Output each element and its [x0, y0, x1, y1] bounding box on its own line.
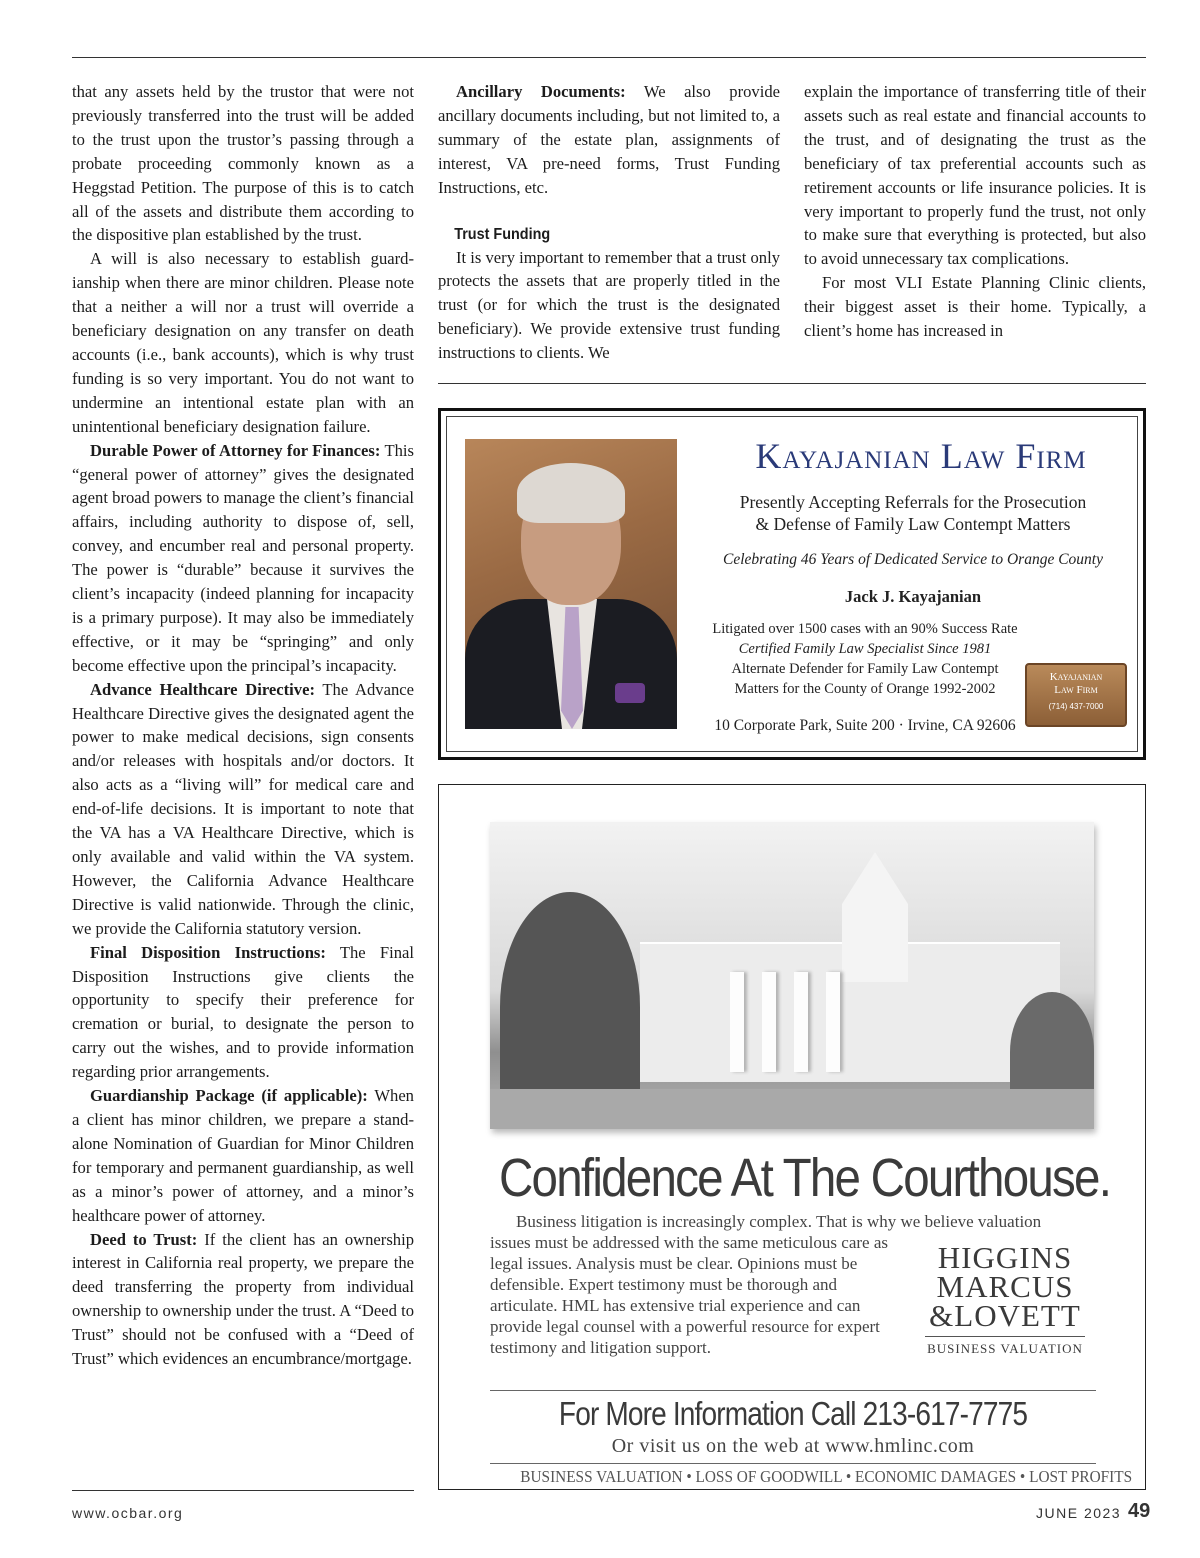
top-rule	[72, 57, 1146, 58]
paragraph-text: The Advance Healthcare Directive gives the designated agent the power to make medical decisions, sign consents and/or releases with hospitals and/or doctors. It also acts as a “living will” for medical care and end-of-life decisions. It is important to note that the VA has a VA Healthcare Directive, which is only available and valid within the VA system. However, the California Advance Healthcare Directive is valid nationwide. Through the clinic, we provide the California statutory version.	[72, 679, 414, 938]
section-heading: Trust Funding	[454, 225, 551, 243]
ad-headline: Confidence At The Courthouse.	[499, 1148, 1111, 1208]
paragraph-text: If the client has an ownership interest in California real property, we prepare the deed transferring the property from individual ownership to ownership under the trust. A “Deed to Trust” should not be confused with a “Deed of Trust” which evidences an encumbrance/mortgage.	[72, 1229, 414, 1369]
attorney-name: Jack J. Kayajanian	[844, 587, 982, 606]
run-in-heading: Guardianship Package (if applicable):	[90, 1086, 368, 1106]
courthouse-photo	[490, 822, 1094, 1129]
paragraph-text: The Final Disposition Instructions give clients the opportunity to specify their preference for cremation or burial, to designate the person to carry out the wishes, and to provide information regarding prior arrangements.	[72, 942, 414, 1082]
column-2	[438, 80, 780, 365]
column-3	[804, 80, 1146, 343]
paragraph: It is very important to remember that a trust only protects the assets that are properly titled in the trust (or for which the trust is the designated beneficiary). We provide extensive trust funding instructions to clients. We	[438, 247, 780, 363]
column-rule	[438, 383, 1146, 384]
ad-services: BUSINESS VALUATION • LOSS OF GOODWILL • ECONOMIC DAMAGES • LOST PROFITS	[520, 1467, 1133, 1486]
logo-line: MARCUS	[936, 1269, 1074, 1304]
page-number: 49	[1128, 1500, 1151, 1522]
paragraph: A will is also necessary to establish guardianship when there are minor children. Please note that a neither a will nor a trust will override a beneficiary designation on any transfer on death accounts (i.e., bank accounts), which is why trust funding is so very important. You do not want to undermine an intentional estate plan with an unintentional beneficiary designation failure.	[72, 249, 414, 436]
ad-line: Presently Accepting Referrals for the Prosecution	[739, 492, 1087, 512]
ad-body-text: issues must be addressed with the same meticulous care as legal issues. Analysis must be clear. Opinions must be defensible. Expert testimony must be thorough and articulate. HML has extensive trial experience and can provide legal counsel with a powerful resource for expert testimony and litigation support.	[490, 1233, 888, 1357]
ad-body-line: Business litigation is increasingly complex. That is why we believe valuation	[516, 1212, 1042, 1231]
paragraph-text: When a client has minor children, we prepare a stand-alone Nomination of Guardian for Minor Children for temporary and permanent guardianship, as well as a minor’s power of attorney, and a minor’s healthcare power of attorney.	[72, 1086, 414, 1225]
ad-rule	[490, 1463, 1096, 1464]
footer-issue: JUNE 2023	[1036, 1505, 1122, 1521]
ad-line: & Defense of Family Law Contempt Matters	[755, 514, 1071, 534]
paragraph	[72, 941, 414, 1084]
hml-logo	[925, 1240, 1085, 1357]
paragraph: For most VLI Estate Planning Clinic clients, their biggest asset is their home. Typically, a client’s home has increased in	[804, 273, 1146, 341]
footer-site: www.ocbar.org	[72, 1505, 184, 1521]
paragraph: that any assets held by the trustor that were not previously transferred into the trust will be added to the trust upon the trustor’s passing through a probate proceeding commonly known as a Heggstad Petition. The purpose of this is to catch all of the assets and distribute them according to the dispositive plan established by the trust.	[72, 82, 414, 245]
ad-phone-call: For More Information Call 213-617-7775	[558, 1395, 1028, 1432]
run-in-heading: Final Disposition Instructions:	[90, 942, 326, 962]
run-in-heading: Durable Power of Attorney for Finances:	[90, 440, 381, 460]
logo-subtitle: BUSINESS VALUATION	[925, 1336, 1085, 1357]
paragraph	[438, 80, 780, 200]
badge-phone: (714) 437-7000	[1048, 702, 1104, 711]
paragraph	[72, 678, 414, 941]
ad-line: Litigated over 1500 cases with an 90% Success Rate	[712, 621, 1018, 637]
badge-text: Law Firm	[1054, 684, 1098, 696]
kayajanian-ad	[438, 408, 1146, 760]
paragraph: explain the importance of transferring title of their assets such as real estate and financial accounts to the trust, and of designating the trust as the beneficiary of tax preferential accounts such as retirement accounts or life insurance policies. It is very important to properly fund the trust, not only to make sure that everything is protected, but also to avoid unnecessary tax complications.	[804, 82, 1146, 269]
paragraph-text: This “general power of attorney” gives the designated agent broad powers to manage the client’s financial affairs, including authority to dispose of, sell, convey, and encumber real and personal property. The power is “durable” because it survives the client’s incapacity (indeed planning for incapacity is a primary purpose). It may also be immediately effective, or it may be “springing” and only become effective upon the principal’s incapacity.	[72, 440, 414, 675]
ad-website: Or visit us on the web at www.hmlinc.com	[611, 1435, 975, 1457]
firm-badge-logo	[1025, 663, 1127, 727]
paragraph	[72, 1084, 414, 1227]
ad-line: Matters for the County of Orange 1992-2002	[734, 681, 996, 697]
ad-line: Alternate Defender for Family Law Contempt	[731, 661, 999, 677]
attorney-photo	[465, 439, 677, 729]
run-in-heading: Advance Healthcare Directive:	[90, 679, 315, 699]
ad-line: Certified Family Law Specialist Since 1981	[738, 641, 992, 657]
paragraph	[72, 1228, 414, 1371]
run-in-heading: Ancillary Documents:	[456, 82, 626, 101]
badge-text: Kayajanian	[1049, 671, 1103, 683]
run-in-heading: Deed to Trust:	[90, 1229, 198, 1249]
paragraph	[72, 439, 414, 678]
bottom-rule	[72, 1490, 414, 1491]
ad-address: 10 Corporate Park, Suite 200 · Irvine, CA 92606	[714, 717, 1016, 734]
ad-tagline: Celebrating 46 Years of Dedicated Service to Orange County	[723, 551, 1103, 568]
hml-ad	[438, 784, 1146, 1490]
logo-line: &LOVETT	[929, 1298, 1081, 1333]
ad-rule	[490, 1390, 1096, 1391]
firm-name: Kayajanian Law Firm	[755, 436, 1087, 476]
ad-credentials	[689, 619, 1041, 699]
logo-line: HIGGINS	[937, 1240, 1073, 1275]
paragraph-text: We also provide ancillary documents including, but not limited to, a summary of the estate plan, assignments of interest, VA pre-need forms, Trust Funding Instructions, etc.	[438, 82, 780, 197]
ad-referral-text	[689, 491, 1137, 535]
column-1	[72, 80, 414, 1371]
